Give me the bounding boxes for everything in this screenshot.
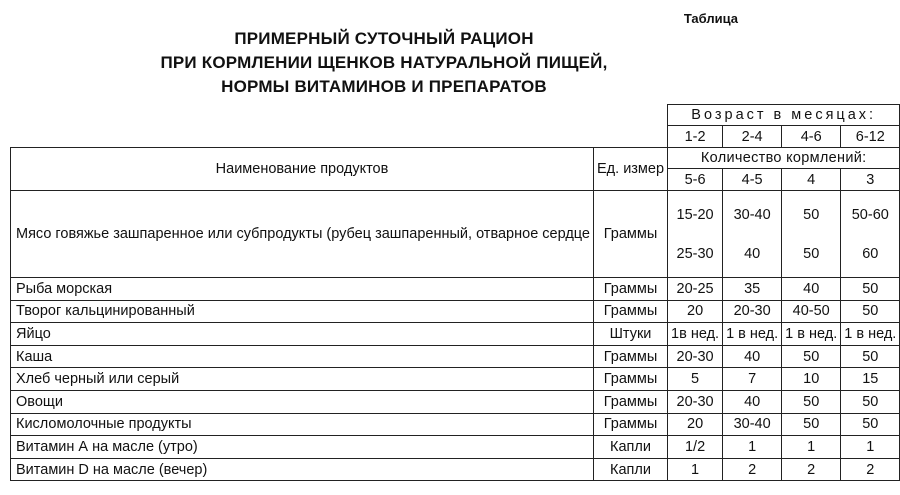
value-cell: 15 (841, 368, 900, 391)
table-row (11, 300, 900, 323)
product-name-cell: Рыба морская (11, 278, 594, 301)
table-label: Таблица (683, 11, 738, 26)
value-cell-stacked (723, 191, 782, 278)
value-cell-stacked (782, 191, 841, 278)
value-cell: 1 (668, 458, 723, 481)
value-cell: 20 (668, 300, 723, 323)
age-cell: 4-6 (782, 126, 841, 148)
age-cell: 6-12 (841, 126, 900, 148)
value-cell: 40 (782, 278, 841, 301)
value-cell: 50 (841, 390, 900, 413)
value-cell: 7 (723, 368, 782, 391)
diet-table (10, 104, 900, 481)
value-cell: 2 (723, 458, 782, 481)
title-line-1: ПРИМЕРНЫЙ СУТОЧНЫЙ РАЦИОН (234, 29, 534, 48)
unit-header: Ед. измер (594, 148, 668, 191)
unit-cell: Граммы (594, 413, 668, 436)
table-row (11, 436, 900, 459)
value-cell: 50 (841, 345, 900, 368)
value-cell: 40 (723, 345, 782, 368)
table-row (11, 323, 900, 346)
product-name-cell: Мясо говяжье зашпаренное или субпродукты (рубец зашпаренный, отварное сердце (11, 191, 594, 278)
value-cell: 1 (723, 436, 782, 459)
header-row-feedings (11, 148, 900, 169)
product-name-cell: Творог кальцинированный (11, 300, 594, 323)
product-name-header: Наименование продуктов (11, 148, 594, 191)
value-cell: 50 (841, 300, 900, 323)
unit-cell: Штуки (594, 323, 668, 346)
title-line-3: НОРМЫ ВИТАМИНОВ И ПРЕПАРАТОВ (221, 77, 547, 96)
value-cell: 50 (782, 413, 841, 436)
value-cell: 40-50 (782, 300, 841, 323)
value-cell: 2 (782, 458, 841, 481)
age-group-header: Возраст в месяцах: (668, 105, 900, 126)
value-cell: 10 (782, 368, 841, 391)
table-row (11, 368, 900, 391)
value-cell: 50 (841, 413, 900, 436)
unit-cell: Граммы (594, 191, 668, 278)
unit-cell: Граммы (594, 390, 668, 413)
value-first: 30-40 (733, 206, 771, 223)
value-cell: 20 (668, 413, 723, 436)
product-name-cell: Витамин А на масле (утро) (11, 436, 594, 459)
value-second: 60 (862, 245, 879, 262)
unit-cell: Капли (594, 436, 668, 459)
feeding-cell: 4-5 (723, 169, 782, 191)
value-cell: 30-40 (723, 413, 782, 436)
table-row-meat (11, 191, 900, 278)
value-cell: 1 в нед. (723, 323, 782, 346)
value-first: 50-60 (851, 206, 889, 223)
value-cell-stacked (668, 191, 723, 278)
value-cell: 1 в нед. (782, 323, 841, 346)
value-second: 40 (744, 245, 761, 262)
table-row (11, 458, 900, 481)
value-cell: 20-30 (668, 345, 723, 368)
age-cell: 1-2 (668, 126, 723, 148)
feedings-group-header: Количество кормлений: (668, 148, 900, 169)
value-cell: 1 (782, 436, 841, 459)
value-cell: 2 (841, 458, 900, 481)
value-second: 25-30 (676, 245, 714, 262)
value-cell-stacked (841, 191, 900, 278)
unit-cell: Граммы (594, 345, 668, 368)
value-cell: 40 (723, 390, 782, 413)
feeding-cell: 5-6 (668, 169, 723, 191)
table-row (11, 413, 900, 436)
unit-cell: Капли (594, 458, 668, 481)
value-cell: 50 (782, 345, 841, 368)
unit-cell: Граммы (594, 300, 668, 323)
feeding-cell: 3 (841, 169, 900, 191)
document-title (0, 27, 768, 99)
unit-cell: Граммы (594, 278, 668, 301)
product-name-cell: Витамин D на масле (вечер) (11, 458, 594, 481)
header-row-age (11, 105, 900, 126)
value-cell: 1 в нед. (841, 323, 900, 346)
product-name-cell: Яйцо (11, 323, 594, 346)
value-cell: 50 (841, 278, 900, 301)
product-name-cell: Кисломолочные продукты (11, 413, 594, 436)
value-cell: 1/2 (668, 436, 723, 459)
value-cell: 5 (668, 368, 723, 391)
feeding-cell: 4 (782, 169, 841, 191)
value-second: 50 (803, 245, 820, 262)
title-line-2: ПРИ КОРМЛЕНИИ ЩЕНКОВ НАТУРАЛЬНОЙ ПИЩЕЙ, (160, 53, 608, 72)
age-cell: 2-4 (723, 126, 782, 148)
value-first: 50 (803, 206, 820, 223)
value-cell: 20-25 (668, 278, 723, 301)
value-first: 15-20 (676, 206, 714, 223)
value-cell: 20-30 (668, 390, 723, 413)
product-name-cell: Каша (11, 345, 594, 368)
value-cell: 1в нед. (668, 323, 723, 346)
value-cell: 50 (782, 390, 841, 413)
product-name-cell: Овощи (11, 390, 594, 413)
product-name-cell: Хлеб черный или серый (11, 368, 594, 391)
value-cell: 20-30 (723, 300, 782, 323)
table-row (11, 278, 900, 301)
value-cell: 1 (841, 436, 900, 459)
unit-cell: Граммы (594, 368, 668, 391)
table-row (11, 345, 900, 368)
table-row (11, 390, 900, 413)
header-row-age-values (11, 126, 900, 148)
value-cell: 35 (723, 278, 782, 301)
